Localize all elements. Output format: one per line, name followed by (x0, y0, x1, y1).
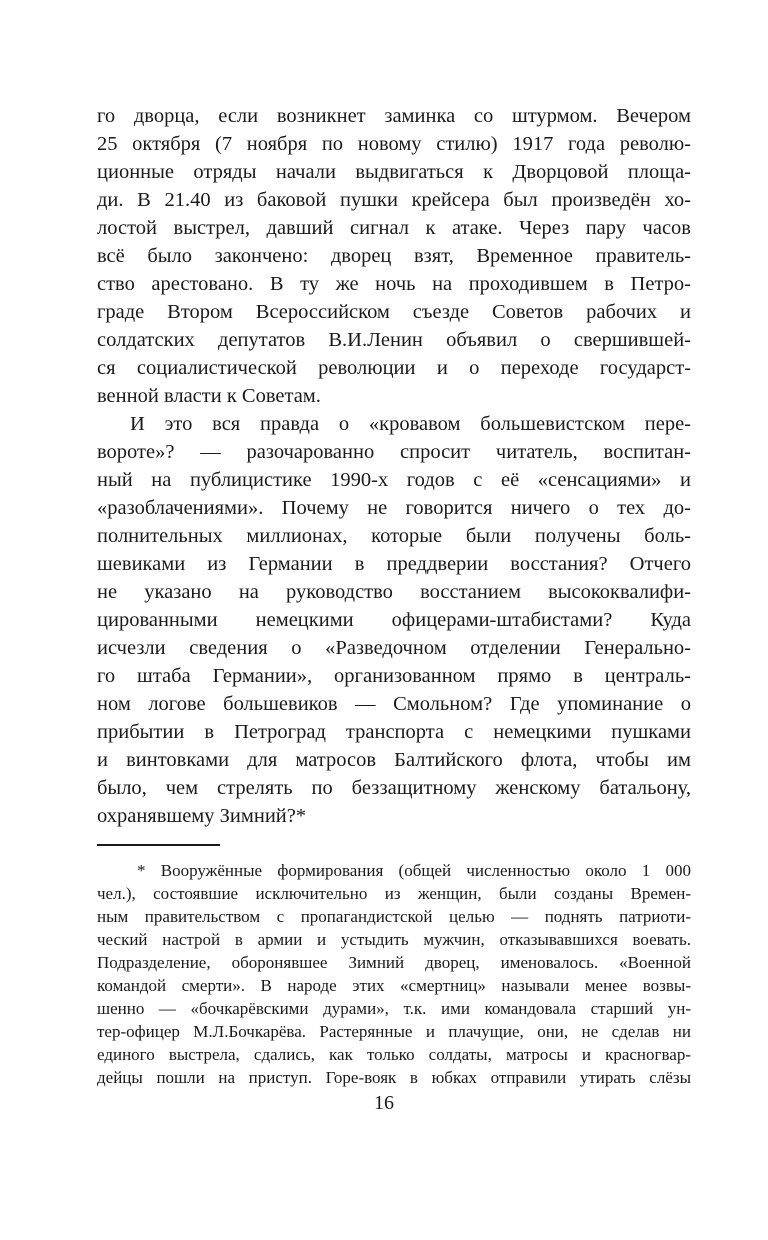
text-line: охранявшему Зимний?* (97, 805, 307, 827)
text-line: не указано на руководство восстанием высококвалифи- (97, 581, 691, 603)
footnote-line: чел.), состоявшие исключительно из женщин, были созданы Времен- (97, 884, 691, 903)
text-line: было, чем стрелять по беззащитному женскому батальону, (97, 777, 691, 799)
text-line: полнительных миллионах, которые были получены боль- (97, 525, 691, 547)
text-line: ционные отряды начали выдвигаться к Дворцовой площа- (97, 161, 691, 183)
main-text (97, 102, 691, 830)
text-line: ство арестовано. В ту же ночь на проходившем в Петро- (97, 273, 691, 295)
footnote (97, 859, 691, 1089)
text-line: исчезли сведения о «Разведочном отделении Генерально- (97, 637, 691, 659)
text-line: го дворца, если возникнет заминка со штурмом. Вечером (97, 105, 691, 127)
text-line: шевиками из Германии в преддверии восстания? Отчего (97, 553, 691, 575)
text-line: лостой выстрел, давший сигнал к атаке. Через пару часов (97, 217, 691, 239)
footnote-line: дейцы пошли на приступ. Горе-вояк в юбках отправили утирать слёзы (97, 1068, 691, 1087)
text-line: «разоблачениями». Почему не говорится ничего о тех до- (97, 497, 691, 519)
text-line: вороте»? — разочарованно спросит читатель, воспитан- (97, 441, 691, 463)
text-line: цированными немецкими офицерами-штабистами? Куда (97, 609, 691, 631)
footnote-line: ческий настрой в армии и устыдить мужчин, отказывавшихся воевать. (97, 930, 691, 949)
text-line: го штаба Германии», организованном прямо в централь- (97, 665, 691, 687)
text-line: 25 октября (7 ноября по новому стилю) 1917 года револю- (97, 133, 691, 155)
text-line: ный на публицистике 1990-х годов с её «сенсациями» и (97, 469, 691, 491)
footnote-line: шенно — «бочкарёвскими дурами», т.к. ими командовала старший ун- (97, 999, 691, 1018)
text-line: ся социалистической революции и о переходе государст- (97, 357, 691, 379)
text-line: граде Втором Всероссийском съезде Советов рабочих и (97, 301, 691, 323)
page-number: 16 (374, 1092, 394, 1114)
text-line: И это вся правда о «кровавом большевистском пере- (130, 413, 691, 435)
footnote-line: единого выстрела, сдались, как только солдаты, матросы и красногвар- (97, 1045, 691, 1064)
page-text-block (97, 102, 691, 1089)
text-line: венной власти к Советам. (97, 385, 321, 407)
footnote-line: * Вооружённые формирования (общей численностью около 1 000 (137, 861, 691, 880)
footnote-line: командой смерти». В народе этих «смертниц» называли менее возвы- (97, 976, 691, 995)
footnote-line: тер-офицер М.Л.Бочкарёва. Растерянные и плачущие, они, не сделав ни (97, 1022, 691, 1041)
text-line: ди. В 21.40 из баковой пушки крейсера был произведён хо- (97, 189, 691, 211)
text-line: солдатских депутатов В.И.Ленин объявил о свершившей- (97, 329, 691, 351)
text-line: и винтовками для матросов Балтийского флота, чтобы им (97, 749, 691, 771)
footnote-line: Подразделение, оборонявшее Зимний дворец, именовалось. «Военной (97, 953, 691, 972)
text-line: ном логове большевиков — Смольном? Где упоминание о (97, 693, 691, 715)
text-line: прибытии в Петроград транспорта с немецкими пушками (97, 721, 691, 743)
footnote-separator (97, 844, 220, 846)
text-line: всё было закончено: дворец взят, Временное правитель- (97, 245, 691, 267)
footnote-line: ным правительством с пропагандистской целью — поднять патриоти- (97, 907, 691, 926)
